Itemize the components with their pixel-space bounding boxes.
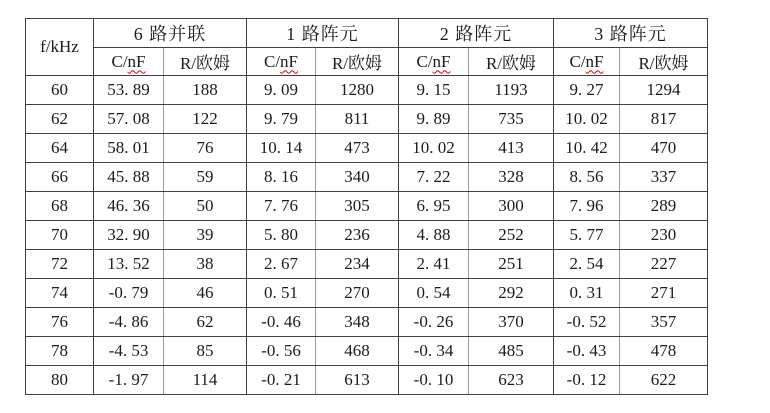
sub-header-row (26, 48, 708, 76)
resistance-value-cell: 357 (620, 308, 708, 337)
resistance-value-cell: 485 (469, 337, 554, 366)
frequency-column-header: f/kHz (26, 19, 94, 76)
resistance-value-cell: 188 (164, 76, 247, 105)
capacitance-value-cell: -0. 56 (247, 337, 316, 366)
capacitance-value-cell: 2. 41 (399, 250, 469, 279)
capacitance-value-cell: 10. 02 (554, 105, 620, 134)
table-row (26, 221, 708, 250)
resistance-value-cell: 470 (620, 134, 708, 163)
resistance-value-cell: 227 (620, 250, 708, 279)
group-header-1-element: 1 路阵元 (247, 19, 399, 48)
group-header-row (26, 19, 708, 48)
capacitance-value-cell: 57. 08 (94, 105, 164, 134)
resistance-value-cell: 50 (164, 192, 247, 221)
impedance-table (25, 18, 708, 395)
capacitance-header (94, 48, 164, 76)
resistance-value-cell: 473 (316, 134, 399, 163)
resistance-value-cell: 340 (316, 163, 399, 192)
frequency-cell: 60 (26, 76, 94, 105)
resistance-value-cell: 122 (164, 105, 247, 134)
table-row (26, 250, 708, 279)
resistance-value-cell: 234 (316, 250, 399, 279)
resistance-value-cell: 348 (316, 308, 399, 337)
resistance-value-cell: 735 (469, 105, 554, 134)
capacitance-header (399, 48, 469, 76)
table-row (26, 366, 708, 395)
capacitance-value-cell: 9. 15 (399, 76, 469, 105)
resistance-header: R/欧姆 (620, 48, 708, 76)
table-row (26, 76, 708, 105)
capacitance-value-cell: -1. 97 (94, 366, 164, 395)
resistance-value-cell: 623 (469, 366, 554, 395)
capacitance-value-cell: -0. 46 (247, 308, 316, 337)
resistance-value-cell: 39 (164, 221, 247, 250)
resistance-header: R/欧姆 (316, 48, 399, 76)
frequency-cell: 70 (26, 221, 94, 250)
resistance-value-cell: 622 (620, 366, 708, 395)
capacitance-value-cell: 46. 36 (94, 192, 164, 221)
capacitance-header (247, 48, 316, 76)
capacitance-value-cell: -4. 53 (94, 337, 164, 366)
resistance-header: R/欧姆 (164, 48, 247, 76)
resistance-value-cell: 271 (620, 279, 708, 308)
capacitance-value-cell: -0. 79 (94, 279, 164, 308)
capacitance-value-cell: 9. 79 (247, 105, 316, 134)
resistance-value-cell: 270 (316, 279, 399, 308)
capacitance-unit-misspell: nF (585, 51, 604, 71)
resistance-value-cell: 76 (164, 134, 247, 163)
frequency-cell: 80 (26, 366, 94, 395)
capacitance-header-prefix: C/ (263, 51, 281, 71)
table-row (26, 279, 708, 308)
capacitance-value-cell: 8. 16 (247, 163, 316, 192)
capacitance-header (554, 48, 620, 76)
capacitance-value-cell: 10. 42 (554, 134, 620, 163)
table-row (26, 163, 708, 192)
capacitance-value-cell: -0. 52 (554, 308, 620, 337)
frequency-cell: 66 (26, 163, 94, 192)
resistance-value-cell: 413 (469, 134, 554, 163)
capacitance-value-cell: 7. 96 (554, 192, 620, 221)
capacitance-value-cell: 45. 88 (94, 163, 164, 192)
capacitance-unit-misspell: nF (432, 51, 451, 71)
resistance-value-cell: 1294 (620, 76, 708, 105)
capacitance-value-cell: -0. 43 (554, 337, 620, 366)
capacitance-value-cell: -0. 12 (554, 366, 620, 395)
capacitance-value-cell: 58. 01 (94, 134, 164, 163)
frequency-cell: 64 (26, 134, 94, 163)
group-header-3-element: 3 路阵元 (554, 19, 708, 48)
table-row (26, 105, 708, 134)
capacitance-value-cell: 10. 02 (399, 134, 469, 163)
capacitance-value-cell: 4. 88 (399, 221, 469, 250)
capacitance-value-cell: 7. 22 (399, 163, 469, 192)
resistance-value-cell: 38 (164, 250, 247, 279)
table-row (26, 192, 708, 221)
resistance-value-cell: 251 (469, 250, 554, 279)
resistance-header: R/欧姆 (469, 48, 554, 76)
resistance-value-cell: 46 (164, 279, 247, 308)
resistance-value-cell: 613 (316, 366, 399, 395)
capacitance-value-cell: 5. 77 (554, 221, 620, 250)
capacitance-value-cell: -0. 34 (399, 337, 469, 366)
capacitance-header-prefix: C/ (569, 51, 586, 71)
capacitance-value-cell: 2. 67 (247, 250, 316, 279)
table-row (26, 308, 708, 337)
resistance-value-cell: 59 (164, 163, 247, 192)
capacitance-value-cell: 2. 54 (554, 250, 620, 279)
capacitance-value-cell: 9. 09 (247, 76, 316, 105)
frequency-cell: 62 (26, 105, 94, 134)
capacitance-value-cell: 0. 31 (554, 279, 620, 308)
resistance-value-cell: 478 (620, 337, 708, 366)
frequency-cell: 74 (26, 279, 94, 308)
resistance-value-cell: 292 (469, 279, 554, 308)
capacitance-unit-misspell: nF (280, 51, 299, 71)
table-row (26, 134, 708, 163)
group-header-6-parallel: 6 路并联 (94, 19, 247, 48)
capacitance-value-cell: 10. 14 (247, 134, 316, 163)
capacitance-header-prefix: C/ (416, 51, 433, 71)
group-header-2-element: 2 路阵元 (399, 19, 554, 48)
capacitance-header-prefix: C/ (111, 51, 128, 71)
capacitance-value-cell: 5. 80 (247, 221, 316, 250)
resistance-value-cell: 114 (164, 366, 247, 395)
frequency-cell: 68 (26, 192, 94, 221)
capacitance-value-cell: 6. 95 (399, 192, 469, 221)
capacitance-value-cell: 9. 89 (399, 105, 469, 134)
capacitance-value-cell: 32. 90 (94, 221, 164, 250)
resistance-value-cell: 236 (316, 221, 399, 250)
resistance-value-cell: 289 (620, 192, 708, 221)
resistance-value-cell: 811 (316, 105, 399, 134)
capacitance-value-cell: -0. 26 (399, 308, 469, 337)
capacitance-value-cell: 0. 51 (247, 279, 316, 308)
resistance-value-cell: 370 (469, 308, 554, 337)
resistance-value-cell: 337 (620, 163, 708, 192)
capacitance-value-cell: -4. 86 (94, 308, 164, 337)
capacitance-value-cell: 53. 89 (94, 76, 164, 105)
resistance-value-cell: 305 (316, 192, 399, 221)
resistance-value-cell: 817 (620, 105, 708, 134)
resistance-value-cell: 230 (620, 221, 708, 250)
table-body (26, 76, 708, 395)
frequency-cell: 78 (26, 337, 94, 366)
frequency-cell: 76 (26, 308, 94, 337)
resistance-value-cell: 328 (469, 163, 554, 192)
capacitance-value-cell: 9. 27 (554, 76, 620, 105)
capacitance-value-cell: 13. 52 (94, 250, 164, 279)
frequency-cell: 72 (26, 250, 94, 279)
resistance-value-cell: 468 (316, 337, 399, 366)
capacitance-value-cell: 7. 76 (247, 192, 316, 221)
resistance-value-cell: 300 (469, 192, 554, 221)
resistance-value-cell: 252 (469, 221, 554, 250)
resistance-value-cell: 85 (164, 337, 247, 366)
capacitance-value-cell: -0. 10 (399, 366, 469, 395)
capacitance-unit-misspell: nF (127, 51, 146, 71)
capacitance-value-cell: 8. 56 (554, 163, 620, 192)
resistance-value-cell: 1193 (469, 76, 554, 105)
resistance-value-cell: 1280 (316, 76, 399, 105)
capacitance-value-cell: -0. 21 (247, 366, 316, 395)
capacitance-value-cell: 0. 54 (399, 279, 469, 308)
table-row (26, 337, 708, 366)
resistance-value-cell: 62 (164, 308, 247, 337)
